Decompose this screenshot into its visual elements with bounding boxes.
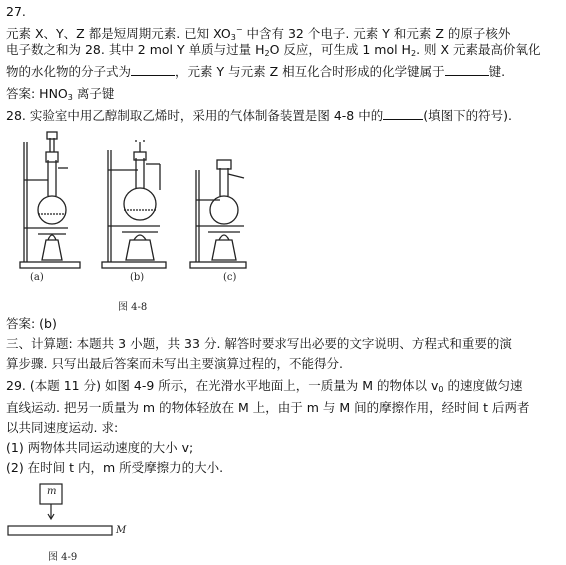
q27-line1-b: 中含有 32 个电子. 元素 Y 和元素 Z 的原子核外 bbox=[242, 26, 511, 41]
q28-tail: (填图下的符号). bbox=[423, 108, 512, 123]
q27-line3-b: ，元素 Y 与元素 Z 相互化合时形成的化学键属于 bbox=[175, 64, 445, 79]
q27-answer-a: 答案: HNO bbox=[6, 86, 68, 101]
figure-label-b: (b) bbox=[130, 272, 145, 283]
q27-line3 bbox=[6, 62, 505, 82]
apparatus-b bbox=[102, 140, 166, 268]
q29-line1-b: 的速度做匀速 bbox=[443, 378, 523, 393]
q29-line2: 直线运动. 把另一质量为 m 的物体轻放在 M 上，由于 m 与 M 间的摩擦作用，经时间 t 后两者 bbox=[6, 400, 530, 415]
q29-item2: (2) 在时间 t 内，m 所受摩擦力的大小. bbox=[6, 460, 224, 475]
q28-text: 28. 实验室中用乙醇制取乙烯时，采用的气体制备装置是图 4-8 中的 bbox=[6, 108, 384, 123]
q29-line3: 以共同速度运动. 求: bbox=[6, 420, 119, 435]
section3-line1: 三、计算题: 本题共 3 小题，共 33 分. 解答时要求写出必要的文字说明、方程式和重要的演 bbox=[6, 336, 512, 351]
q27-number: 27. bbox=[6, 4, 26, 19]
q27-line2-c: . 则 X 元素最高价氧化 bbox=[416, 42, 541, 57]
q27-line2-sub2: 2 bbox=[410, 49, 417, 58]
figure-label-a: (a) bbox=[30, 272, 44, 283]
q27-line2-a: 电子数之和为 28. 其中 2 mol Y 单质与过量 H bbox=[6, 42, 265, 57]
q29-line1 bbox=[6, 376, 522, 400]
q27-answer-sub: 3 bbox=[67, 93, 73, 102]
section3-line2: 算步骤. 只写出最后答案而未写出主要演算过程的，不能得分. bbox=[6, 356, 343, 371]
q27-line1-sub: 3 bbox=[230, 33, 236, 42]
q28-line bbox=[6, 106, 512, 126]
q29-line1-sub: 0 bbox=[438, 385, 444, 394]
q27-blank2 bbox=[445, 63, 489, 76]
label-m: m bbox=[47, 486, 57, 497]
figure-4-9-caption: 图 4-9 bbox=[48, 552, 78, 563]
q27-line2 bbox=[6, 40, 541, 64]
q27-answer-b: 离子键 bbox=[72, 86, 115, 101]
apparatus-a bbox=[20, 132, 80, 268]
q27-line2-b: O 反应，可生成 1 mol H bbox=[269, 42, 411, 57]
figure-label-c: (c) bbox=[223, 272, 237, 283]
q29-item1: (1) 两物体共同运动速度的大小 v; bbox=[6, 440, 194, 455]
q27-line1-a: 元素 X、Y、Z 都是短周期元素. 已知 XO bbox=[6, 26, 231, 41]
q27-answer bbox=[6, 84, 114, 108]
block-M bbox=[8, 526, 112, 535]
q29-line1-a: 29. (本题 11 分) 如图 4-9 所示，在光滑水平地面上，一质量为 M 的物体以 v bbox=[6, 378, 439, 393]
q27-blank1 bbox=[131, 63, 175, 76]
q28-blank bbox=[383, 107, 423, 120]
figure-4-8-caption: 图 4-8 bbox=[118, 302, 148, 313]
q27-line3-a: 物的水化物的分子式为 bbox=[6, 64, 132, 79]
label-M: M bbox=[116, 525, 127, 536]
q27-line3-c: 键. bbox=[488, 64, 506, 79]
q28-answer: 答案: (b) bbox=[6, 316, 57, 331]
q27-line2-sub1: 2 bbox=[264, 49, 270, 58]
apparatus-c bbox=[190, 160, 246, 268]
q27-line1-sup: − bbox=[235, 25, 243, 34]
